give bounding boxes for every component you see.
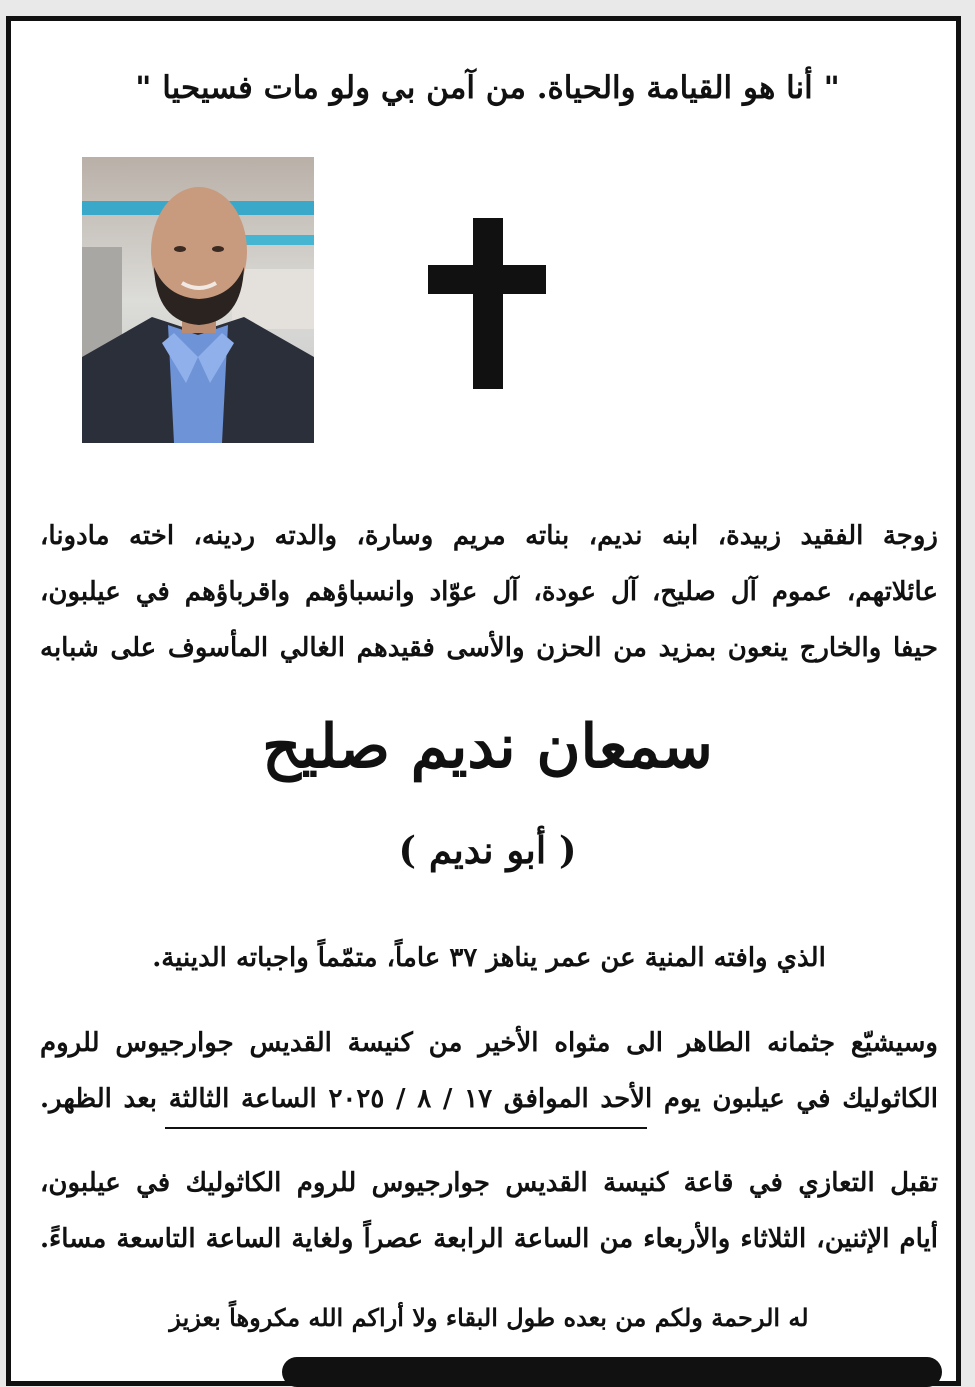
date-underline [165,1127,647,1129]
funeral-paragraph [40,1015,938,1127]
deceased-nickname: ( أبو نديم ) [398,828,577,872]
mourners-line: حيفا والخارج ينعون بمزيد من الحزن والأسى فقيدهم الغالي المأسوف على شبابه [40,633,938,663]
condolences-line: تقبل التعازي في قاعة كنيسة القديس جوارجيوس للروم الكاثوليك في عيلبون، [40,1168,938,1198]
age-text: الذي وافته المنية عن عمر يناهز ٣٧ عاماً، متمّماً واجباته الدينية. [152,943,826,973]
bottom-bar [282,1357,942,1387]
scripture-verse: " أنا هو القيامة والحياة. من آمن بي ولو مات فسيحيا " [135,70,840,106]
age-line [40,930,938,986]
portrait-icon [82,157,314,443]
mourners-line: زوجة الفقيد زبيدة، ابنه نديم، بناته مريم وسارة، والدته ردينه، اخته مادونا، [40,521,938,551]
closing-text: له الرحمة ولكم من بعده طول البقاء ولا أراكم الله مكروهاً بعزيز [169,1303,809,1332]
funeral-line: وسيشيّع جثمانه الطاهر الى مثواه الأخير من كنيسة القديس جوارجيوس للروم [40,1028,938,1058]
deceased-name: سمعان نديم صليح [262,712,713,782]
mourners-line: عائلاتهم، عموم آل صليح، آل عودة، آل عوّاد وانسباؤهم واقرباؤهم في عيلبون، [40,577,938,607]
condolences-paragraph [40,1155,938,1267]
condolences-line: أيام الإثنين، الثلاثاء والأربعاء من الساعة الرابعة عصراً ولغاية الساعة التاسعة مساءً. [40,1224,938,1254]
funeral-line: الكاثوليك في عيلبون يوم الأحد الموافق ١٧ / ٨ / ٢٠٢٥ الساعة الثالثة بعد الظهر. [40,1084,938,1114]
mourners-paragraph [40,508,938,676]
closing-line [40,1290,938,1346]
deceased-photo [82,157,314,443]
